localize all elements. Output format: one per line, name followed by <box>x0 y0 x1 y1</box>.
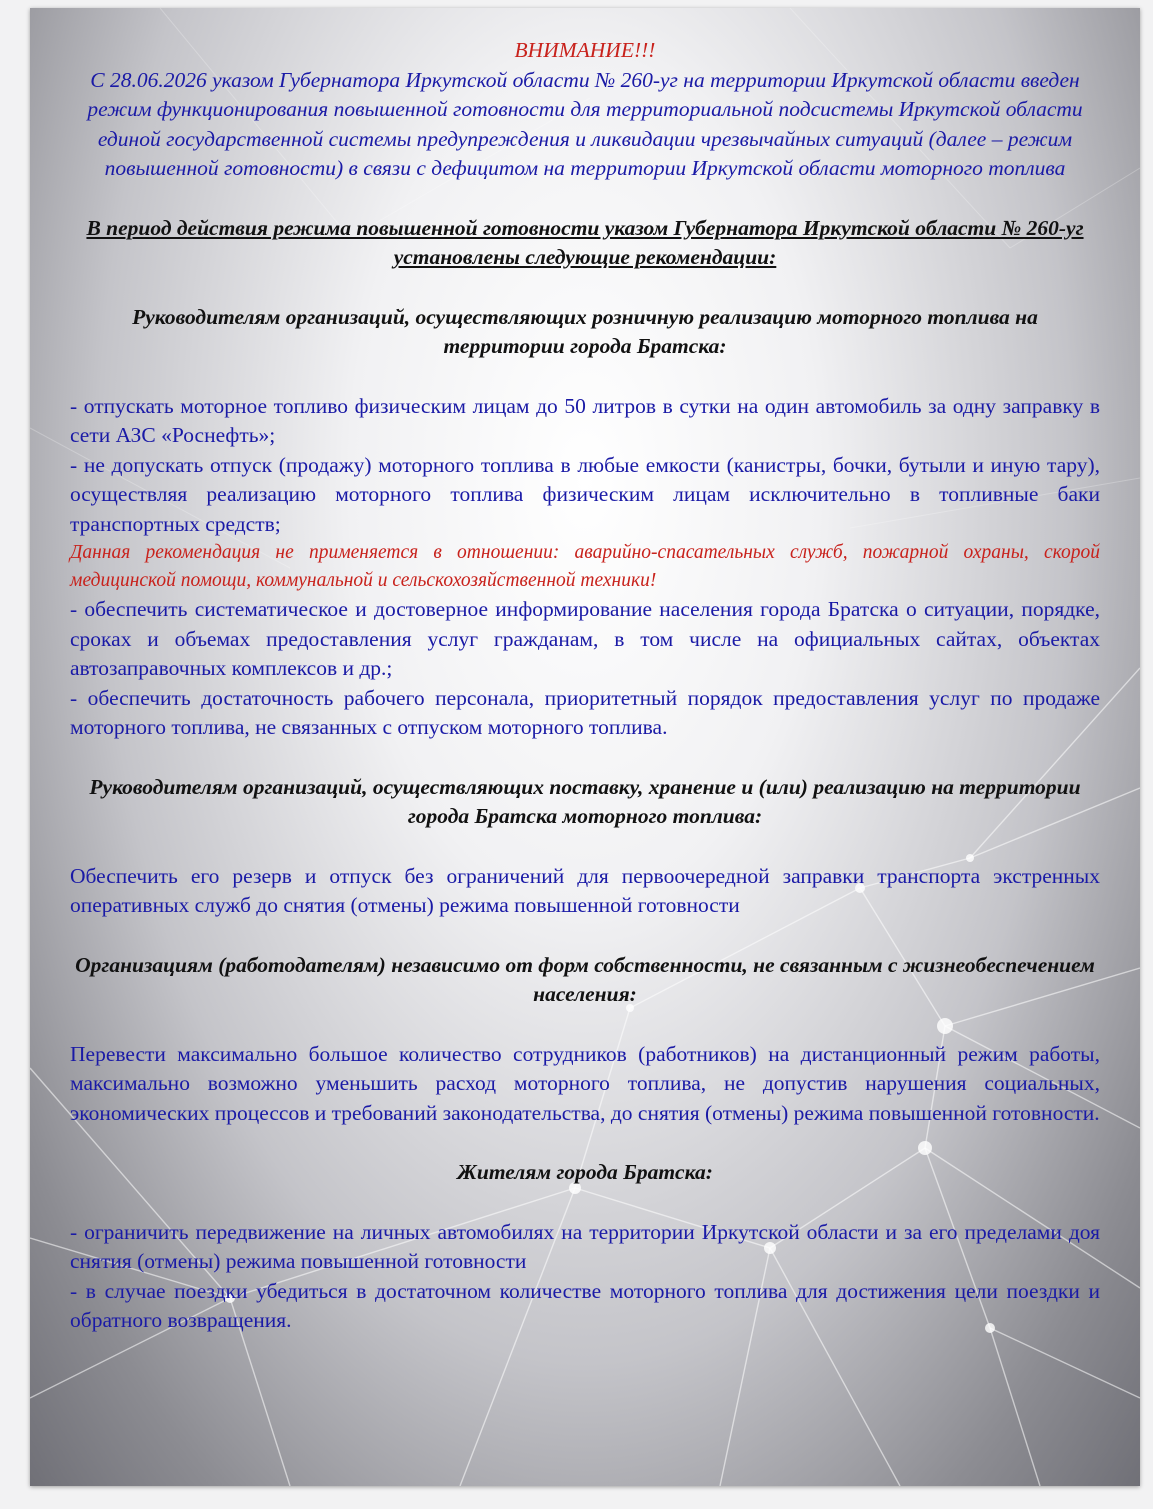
recommendations-subtitle: В период действия режима повышенной готовности указом Губернатора Иркутской области № 260-уг установлены следующие рекомендации: <box>86 215 1084 269</box>
section-heading-residents: Жителям города Братска: <box>457 1160 713 1184</box>
list-item: - обеспечить систематическое и достоверное информирование населения города Братска о ситуации, порядке, сроках и объемах предоставления услуг гражданам, в том числе на официальных сайтах, объектах автозаправочных комплексов и др.; <box>70 597 1100 680</box>
exception-note: Данная рекомендация не применяется в отношении: аварийно-спасательных служб, пожарной охраны, скорой медицинской помощи, коммунальной и сельскохозяйственной техники! <box>70 542 1100 591</box>
list-item: Перевести максимально большое количество сотрудников (работников) на дистанционный режим работы, максимально возможно уменьшить расход моторного топлива, не допустив нарушения социальных, экономических процессов и требований законодательства, до снятия (отмены) режима повышенной готовности. <box>70 1041 1100 1125</box>
list-item: - обеспечить достаточность рабочего персонала, приоритетный порядок предоставления услуг по продаже моторного топлива, не связанных с отпуском моторного топлива. <box>70 685 1100 739</box>
list-item: - ограничить передвижение на личных автомобилях на территории Иркутской области и за его пределами доя снятия (отмены) режима повышенной готовности <box>70 1219 1100 1273</box>
section-heading-employers: Организациям (работодателям) независимо от форм собственности, не связанным с жизнеобеспечением населения: <box>75 952 1095 1006</box>
list-item: - не допускать отпуск (продажу) моторного топлива в любые емкости (канистры, бочки, бутыли и иную тару), осуществляя реализацию моторного топлива физическим лицам исключительно в топливные баки транспортных средств; <box>70 452 1100 536</box>
list-item: - в случае поездки убедиться в достаточном количестве моторного топлива для достижения цели поездки и обратного возвращения. <box>70 1278 1100 1332</box>
list-item: - отпускать моторное топливо физическим лицам до 50 литров в сутки на один автомобиль за одну заправку в сети АЗС «Роснефть»; <box>70 393 1100 447</box>
list-item: Обеспечить его резерв и отпуск без ограничений для первоочередной заправки транспорта экстренных оперативных служб до снятия (отмены) режима повышенной готовности <box>70 863 1100 917</box>
section-heading-retail: Руководителям организаций, осуществляющих розничную реализацию моторного топлива на территории города Братска: <box>132 304 1038 358</box>
section-heading-supply: Руководителям организаций, осуществляющих поставку, хранение и (или) реализацию на территории города Братска моторного топлива: <box>89 774 1081 828</box>
alert-title: ВНИМАНИЕ!!! <box>514 38 656 62</box>
intro-paragraph: С 28.06.2026 указом Губернатора Иркутской области № 260-уг на территории Иркутской области введен режим функционирования повышенной готовности для территориальной подсистемы Иркутской области единой государственной системы предупреждения и ликвидации чрезвычайных ситуаций (далее – режим повышенной готовности) в связи с дефицитом на территории Иркутской области моторного топлива <box>87 67 1083 180</box>
document-text <box>70 36 1100 1336</box>
document-page <box>30 8 1140 1486</box>
